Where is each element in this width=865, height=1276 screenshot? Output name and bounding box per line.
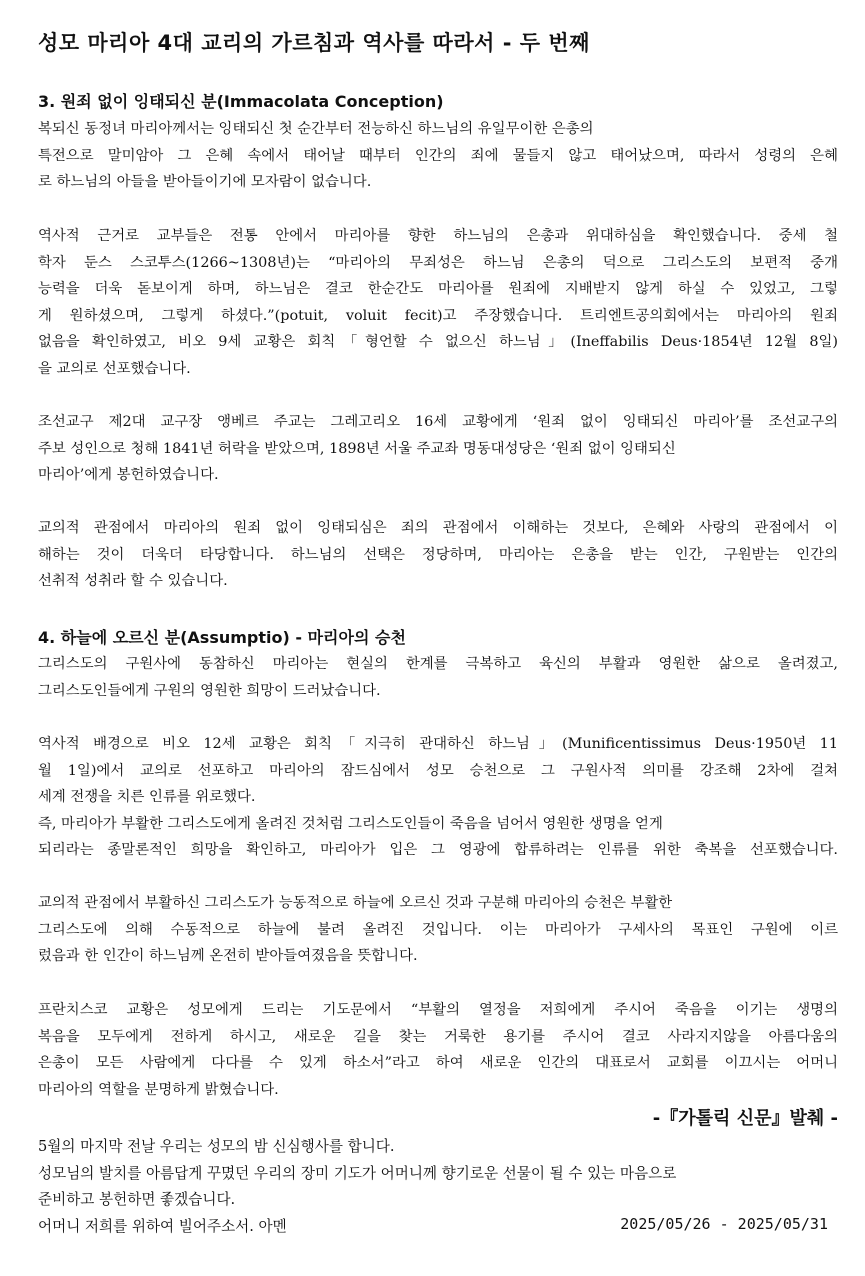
text-line: 세계 전쟁을 치른 인류를 위로했다. <box>38 789 256 806</box>
text-line: 그리스도에 의해 수동적으로 하늘에 불려 올려진 것입니다. 이는 마리아가 구세사의 목표인 구원에 이르 <box>38 921 838 938</box>
text-line: 을 교의로 선포했습니다. <box>38 360 191 377</box>
text-line: 역사적 근거로 교부들은 전통 안에서 마리아를 향한 하느님의 은총과 위대하심을 확인했습니다. 중세 철 <box>38 228 838 244</box>
text-line: 역사적 배경으로 비오 12세 교황은 회칙「지극히 관대하신 하느님」(Munificentissimus Deus·1950년 11 <box>38 736 838 752</box>
text-line: 해하는 것이 더욱더 타당합니다. 하느님의 선택은 정당하며, 마리아는 은총을 받는 인간, 구원받는 인간의 <box>38 546 838 563</box>
section-4-paragraph-1 <box>38 651 838 704</box>
text-line: 되리라는 종말론적인 희망을 확인하고, 마리아가 입은 그 영광에 합류하려는 인류를 위한 축복을 선포했습니다. <box>38 842 838 859</box>
section-4-paragraph-4 <box>38 997 838 1103</box>
text-line: 선취적 성취라 할 수 있습니다. <box>38 573 228 590</box>
section-3-paragraph-2 <box>38 223 838 383</box>
text-line: 로 하느님의 아들을 받아들이기에 모자람이 없습니다. <box>38 174 372 191</box>
text-line: 렀음과 한 인간이 하느님께 온전히 받아들여졌음을 뜻합니다. <box>38 948 418 965</box>
text-line: 교의적 관점에서 부활하신 그리스도가 능동적으로 하늘에 오르신 것과 구분해 마리아의 승천은 부활한 <box>38 895 673 911</box>
text-line: 마리아’에게 봉헌하였습니다. <box>38 467 219 484</box>
text-line: 즉, 마리아가 부활한 그리스도에게 올려진 것처럼 그리스도인들이 죽음을 넘어서 영원한 생명을 얻게 <box>38 815 663 832</box>
page-title: 성모 마리아 4대 교리의 가르침과 역사를 따라서 - 두 번째 <box>38 31 590 55</box>
text-line: 학자 둔스 스코투스(1266~1308년)는 “마리아의 무죄성은 하느님 은총의 덕으로 그리스도의 보편적 중개 <box>38 254 838 271</box>
text-line: 은총이 모든 사람에게 다다를 수 있게 하소서”라고 하여 새로운 인간의 대표로서 교회를 이끄시는 어머니 <box>38 1055 838 1072</box>
text-line: 마리아의 역할을 분명하게 밝혔습니다. <box>38 1081 279 1098</box>
text-line: 없음을 확인하였고, 비오 9세 교황은 회칙「형언할 수 없으신 하느님」(Ineffabilis Deus·1854년 12월 8일) <box>38 334 838 351</box>
text-line: 성모님의 발치를 아름답게 꾸몄던 우리의 장미 기도가 어머니께 향기로운 선물이 될 수 있는 마음으로 <box>38 1164 677 1182</box>
text-line: 게 원하셨으며, 그렇게 하셨다.”(potuit, voluit fecit)고 주장했습니다. 트리엔트공의회에서는 마리아의 원죄 <box>38 307 838 324</box>
text-line: 주보 성인으로 청해 1841년 허락을 받았으며, 1898년 서울 주교좌 명동대성당은 ‘원죄 없이 잉태되신 <box>38 440 676 457</box>
text-line: 5월의 마지막 전날 우리는 성모의 밤 신심행사를 합니다. <box>38 1138 395 1155</box>
section-3-paragraph-3 <box>38 409 838 489</box>
text-line: 조선교구 제2대 교구장 앵베르 주교는 그레고리오 16세 교황에게 ‘원죄 없이 잉태되신 마리아’를 조선교구의 <box>38 414 838 430</box>
date-range: 2025/05/26 - 2025/05/31 <box>620 1215 828 1233</box>
text-line: 그리스도인들에게 구원의 영원한 희망이 드러났습니다. <box>38 682 381 699</box>
section-3-paragraph-1 <box>38 116 838 196</box>
section-3-heading: 3. 원죄 없이 잉태되신 분(Immacolata Conception) <box>38 92 444 111</box>
text-line: 준비하고 봉헌하면 좋겠습니다. <box>38 1191 236 1209</box>
text-line: 어머니 저희를 위하여 빌어주소서. 아멘 <box>38 1217 287 1235</box>
text-line: 복되신 동정녀 마리아께서는 잉태되신 첫 순간부터 전능하신 하느님의 유일무이한 은총의 <box>38 121 594 137</box>
source-attribution: -『가톨릭 신문』발췌 - <box>652 1108 838 1129</box>
text-line: 교의적 관점에서 마리아의 원죄 없이 잉태되심은 죄의 관점에서 이해하는 것보다, 은혜와 사랑의 관점에서 이 <box>38 520 838 536</box>
text-line: 그리스도의 구원사에 동참하신 마리아는 현실의 한계를 극복하고 육신의 부활과 영원한 삶으로 올려졌고, <box>38 656 838 672</box>
text-line: 특전으로 말미암아 그 은혜 속에서 태어날 때부터 인간의 죄에 물들지 않고 태어났으며, 따라서 성령의 은혜 <box>38 147 838 164</box>
text-line: 능력을 더욱 돋보이게 하며, 하느님은 결코 한순간도 마리아를 원죄에 지배받지 않게 하실 수 있었고, 그렇 <box>38 281 838 298</box>
text-line: 프란치스코 교황은 성모에게 드리는 기도문에서 “부활의 열정을 저희에게 주시어 죽음을 이기는 생명의 <box>38 1002 838 1018</box>
section-3-paragraph-4 <box>38 515 838 595</box>
section-4-heading: 4. 하늘에 오르신 분(Assumptio) - 마리아의 승천 <box>38 628 406 647</box>
section-4-paragraph-3 <box>38 890 838 970</box>
text-line: 월 1일)에서 교의로 선포하고 마리아의 잠드심에서 성모 승천으로 그 구원사적 의미를 강조해 2차에 걸쳐 <box>38 762 838 779</box>
text-line: 복음을 모두에게 전하게 하시고, 새로운 길을 찾는 거룩한 용기를 주시어 결코 사라지지않을 아름다움의 <box>38 1028 838 1045</box>
section-4-paragraph-2 <box>38 731 838 864</box>
